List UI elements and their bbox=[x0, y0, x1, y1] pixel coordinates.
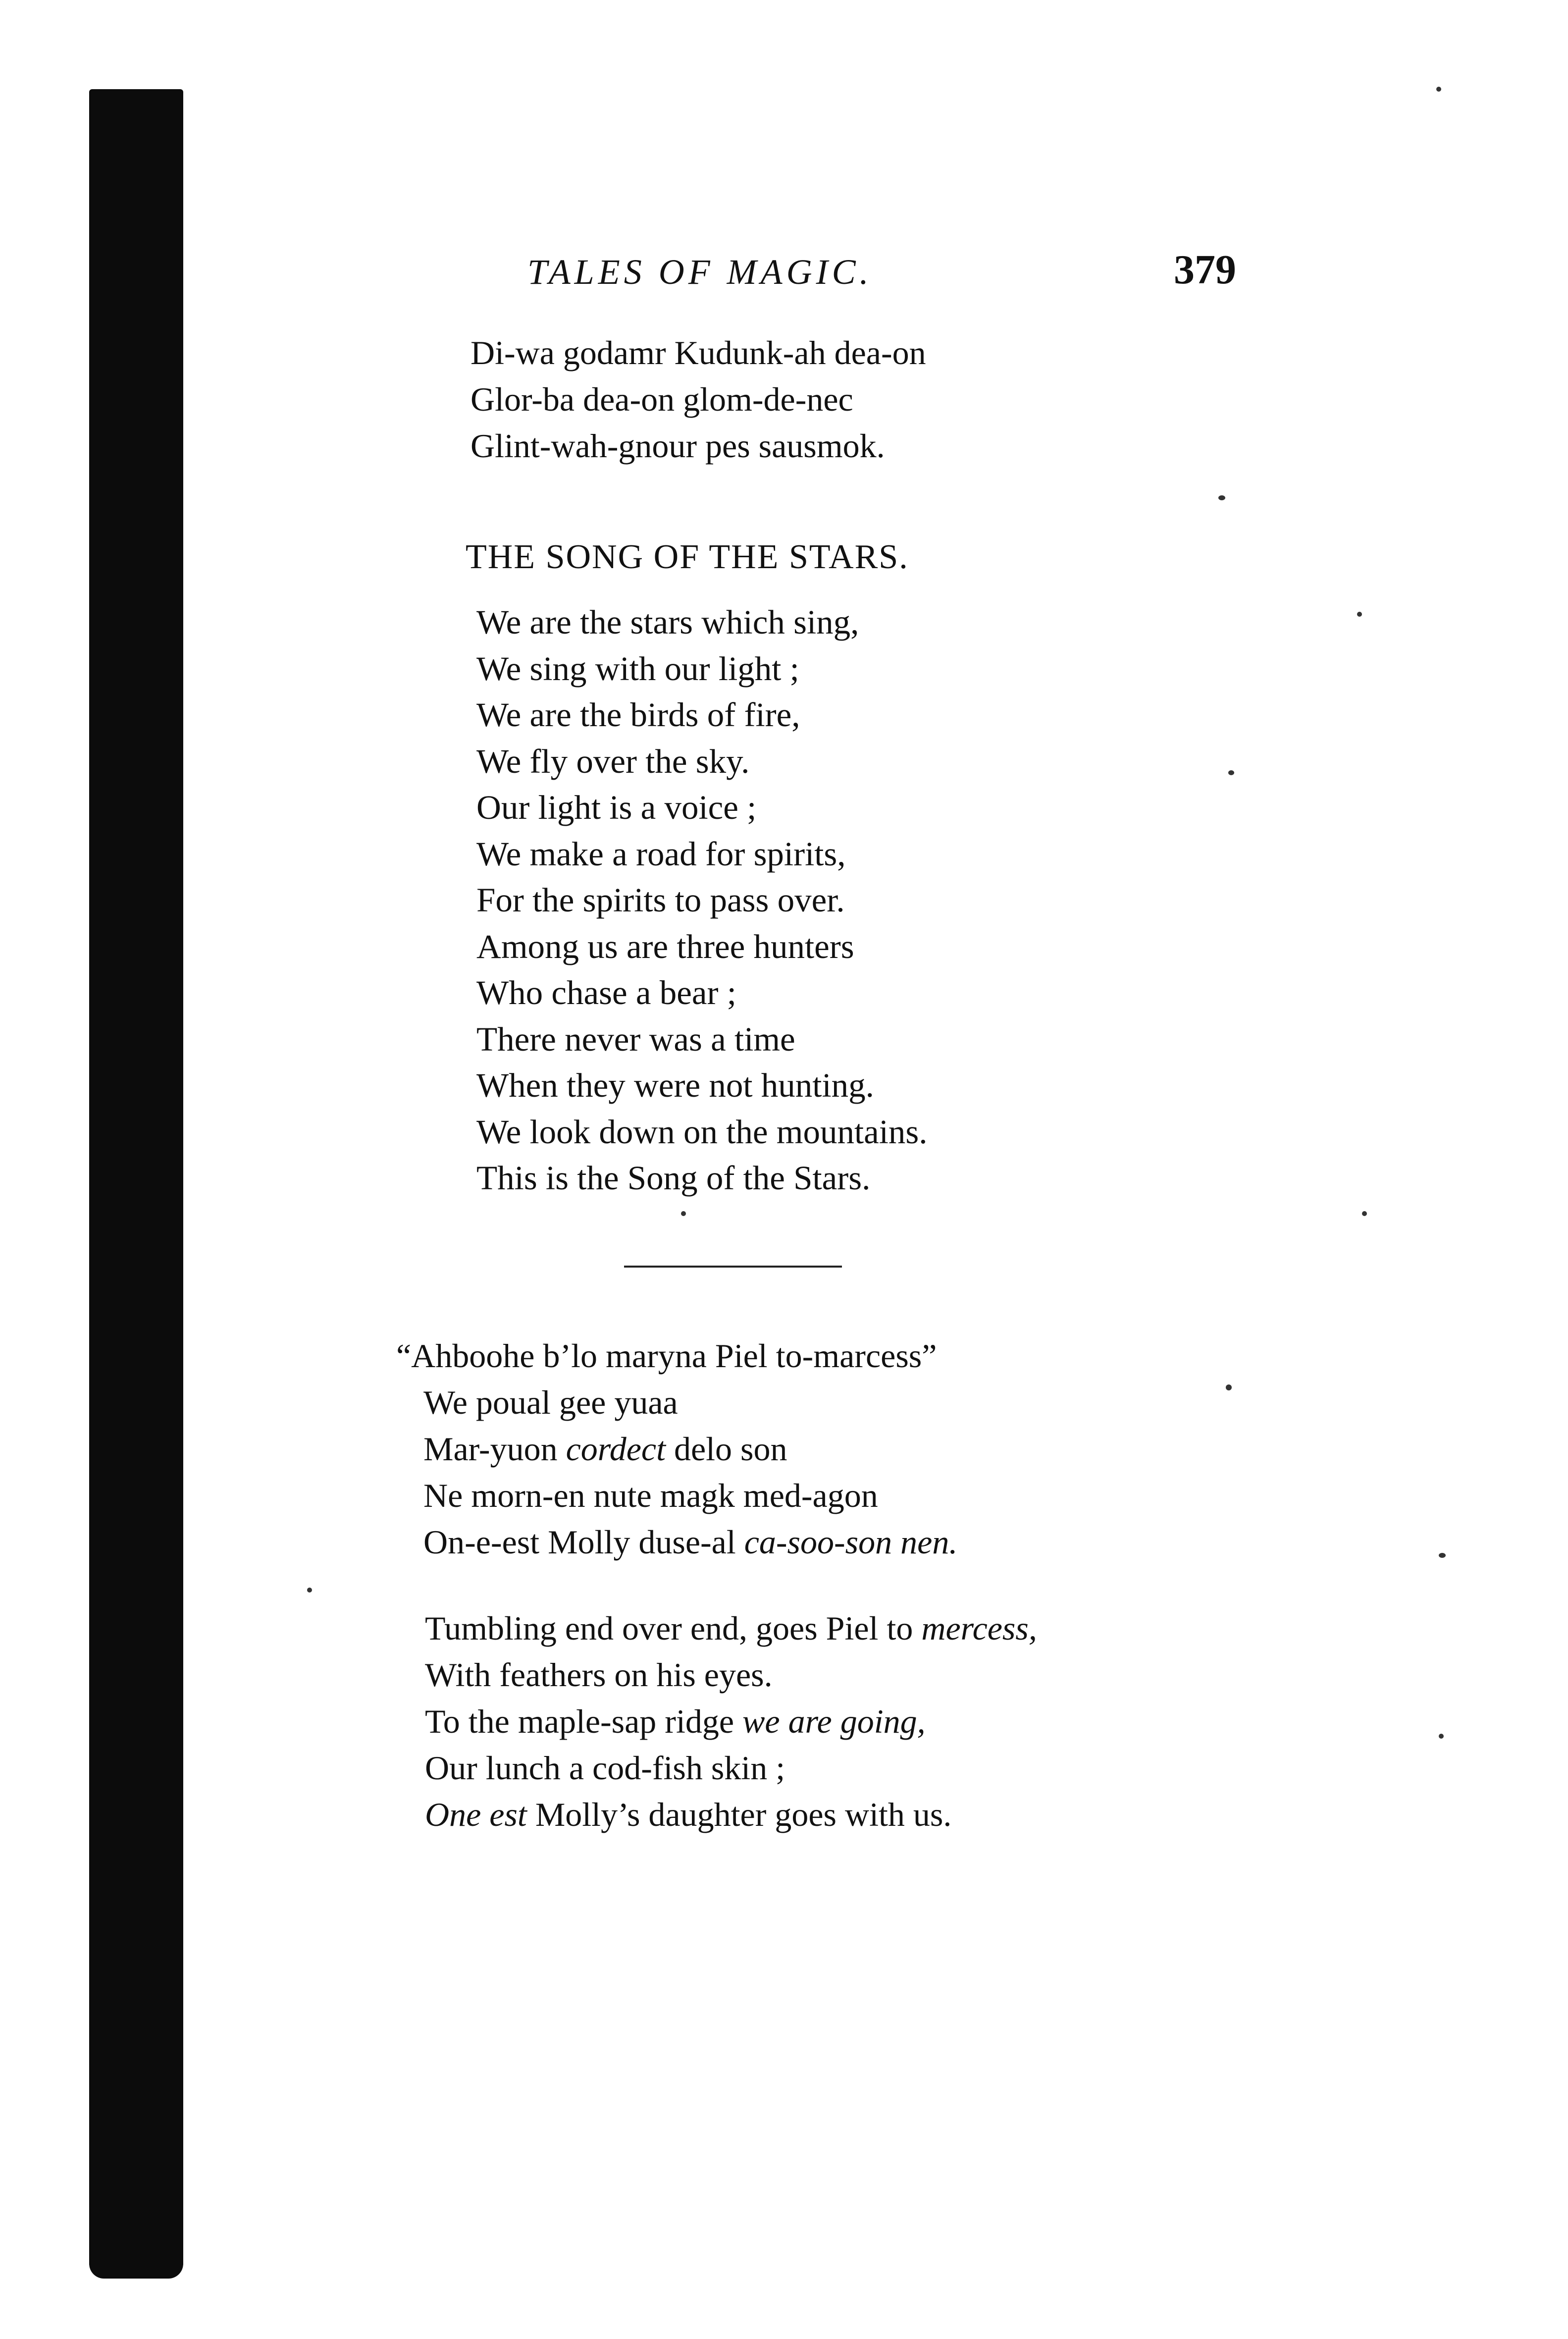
print-speck bbox=[1228, 770, 1234, 775]
verse-line: When they were not hunting. bbox=[476, 1066, 874, 1104]
verse-line: “Ahboohe b’lo maryna Piel to-marcess” bbox=[396, 1337, 937, 1375]
verse-line: Our light is a voice ; bbox=[476, 789, 757, 826]
verse-line: Glint-wah-gnour pes sausmok. bbox=[470, 427, 885, 465]
print-speck bbox=[1357, 612, 1362, 617]
verse-text: To the maple-sap ridge bbox=[425, 1702, 743, 1740]
print-speck bbox=[307, 1588, 312, 1593]
verse-line: We look down on the mountains. bbox=[476, 1113, 928, 1151]
verse-line: We are the birds of fire, bbox=[476, 696, 800, 734]
verse-text: delo son bbox=[665, 1430, 787, 1468]
verse-line: This is the Song of the Stars. bbox=[476, 1159, 871, 1197]
verse-line bbox=[396, 1426, 957, 1472]
print-speck bbox=[1436, 87, 1441, 92]
verse-line bbox=[396, 1519, 957, 1565]
verse-line: Who chase a bear ; bbox=[476, 974, 736, 1011]
page-binding-shadow bbox=[89, 89, 183, 2279]
verse-line: We make a road for spirits, bbox=[476, 835, 846, 873]
verse-line: Di-wa godamr Kudunk-ah dea-on bbox=[470, 334, 926, 372]
verse-line: Glor-ba dea-on glom-de-nec bbox=[470, 380, 853, 418]
chant-verse bbox=[396, 1332, 957, 1565]
verse-line: We fly over the sky. bbox=[476, 742, 750, 780]
verse-line bbox=[425, 1698, 1037, 1745]
verse-text: Mar-yuon bbox=[423, 1430, 566, 1468]
running-title: TALES OF MAGIC. bbox=[527, 252, 873, 292]
verse-line: For the spirits to pass over. bbox=[476, 881, 845, 919]
verse-text-italic: cordect bbox=[566, 1430, 666, 1468]
verse-line: We poual gee yuaa bbox=[423, 1383, 678, 1421]
verse-top bbox=[470, 329, 926, 469]
verse-text: Tumbling end over end, goes Piel to bbox=[425, 1609, 922, 1647]
verse-line bbox=[425, 1791, 1037, 1838]
verse-text-italic: One est bbox=[425, 1796, 527, 1833]
song-of-the-stars-verse bbox=[476, 599, 928, 1202]
section-divider bbox=[624, 1266, 842, 1268]
print-speck bbox=[1226, 1384, 1232, 1390]
verse-line: We sing with our light ; bbox=[476, 649, 799, 688]
verse-line: Ne morn-en nute magk med-agon bbox=[423, 1477, 878, 1514]
verse-text-italic: ca-soo-son nen. bbox=[744, 1523, 958, 1561]
verse-line: With feathers on his eyes. bbox=[425, 1656, 773, 1694]
verse-line bbox=[425, 1605, 1037, 1651]
verse-text-italic: mercess, bbox=[921, 1609, 1037, 1647]
verse-text-italic: we are going, bbox=[742, 1702, 926, 1740]
print-speck bbox=[1439, 1553, 1446, 1558]
print-speck bbox=[681, 1211, 686, 1216]
song-heading: THE SONG OF THE STARS. bbox=[466, 538, 909, 576]
print-speck bbox=[1362, 1211, 1367, 1216]
verse-line: We are the stars which sing, bbox=[476, 603, 859, 641]
print-speck bbox=[1218, 495, 1225, 500]
verse-text: Molly’s daughter goes with us. bbox=[526, 1796, 952, 1833]
translation-verse bbox=[425, 1605, 1037, 1838]
verse-line: There never was a time bbox=[476, 1020, 795, 1058]
page-number: 379 bbox=[1174, 247, 1236, 293]
verse-line: Among us are three hunters bbox=[476, 927, 854, 965]
verse-text: On-e-est Molly duse-al bbox=[423, 1523, 744, 1561]
print-speck bbox=[1439, 1734, 1444, 1739]
verse-line: Our lunch a cod-fish skin ; bbox=[425, 1749, 785, 1787]
